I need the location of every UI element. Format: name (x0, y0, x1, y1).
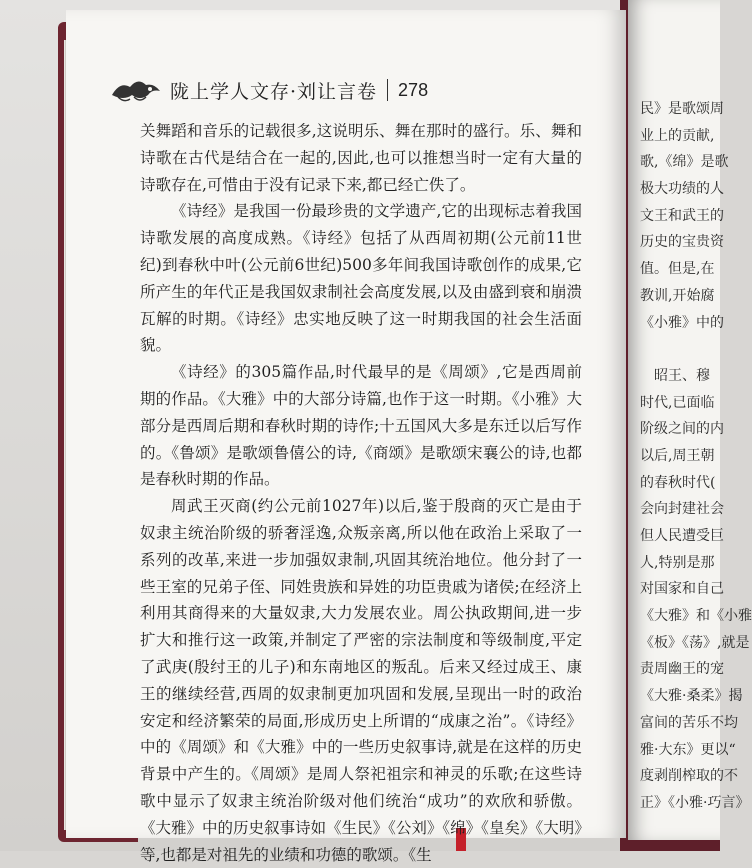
text-line: 阶级之间的内 (640, 421, 724, 438)
text-line: 值。但是,在 (640, 261, 715, 278)
text-line: 时代,已面临 (640, 394, 715, 411)
text-line: 民》是歌颂周 (640, 101, 724, 117)
book-title: 陇上学人文存·刘让言卷 (170, 80, 378, 103)
page-number: 278 (398, 79, 429, 100)
right-page-text (640, 96, 752, 817)
paragraph: 周武王灭商(约公元前1027年)以后,鉴于殷商的灭亡是由于奴隶主统治阶级的骄奢淫逸,众叛亲离,所以他在政治上采取了一系列的改革,来进一步加强奴隶制,巩固其统治地位。他分封了一些王室的兄弟子侄、同姓贵族和异姓的功臣贵戚为诸侯;在经济上利用其商得来的大量奴隶,大力发展农业。周公执政期间,进一步扩大和推行这一政策,并制定了严密的宗法制度和等级制度,平定了武庚(殷纣王的儿子)和东南地区的叛乱。后来又经过成王、康王的继续经营,西周的奴隶制更加巩固和发展,呈现出一时的政治安定和经济繁荣的局面,形成历史上所谓的“成康之治”。《诗经》中的《周颂》和《大雅》中的一些历史叙事诗,就是在这样的历史背景中产生的。《周颂》是周人祭祀祖宗和神灵的乐歌;在这些诗歌中显示了奴隶主统治阶级对他们统治“成功”的欢欣和骄傲。《大雅》中的历史叙事诗如《生民》《公刘》《绵》《皇矣》《大明》等,也都是对祖先的业绩和功德的歌颂。《生 (140, 497, 582, 864)
dragon-emblem-icon (110, 75, 162, 105)
text-line: 雅·大东》更以“ (640, 741, 736, 758)
text-line: 歌,《绵》是歌 (640, 154, 729, 171)
text-line: 《小雅》中的 (640, 314, 724, 331)
text-line: 极大功绩的人 (640, 181, 724, 198)
text-line: 《板》《荡》,就是 (640, 634, 750, 651)
text-line: 以后,周王朝 (640, 447, 715, 464)
text-line: 《大雅·桑柔》揭 (640, 688, 743, 705)
text-line: 昭王、穆 (654, 367, 710, 384)
text-line: 富间的苦乐不均 (640, 714, 738, 731)
text-line: 《大雅》和《小雅 (640, 608, 752, 625)
text-line: 教训,开始腐 (640, 287, 715, 304)
text-line: 对国家和自己 (640, 581, 724, 598)
text-line: 责周幽王的宠 (640, 661, 724, 678)
text-line: 业上的贡献, (640, 127, 715, 144)
text-line: 正》《小雅·巧言》 (640, 794, 750, 811)
running-header (110, 72, 428, 108)
text-line: 文王和武王的 (640, 207, 724, 224)
text-line: 但人民遭受巨 (640, 528, 724, 544)
text-line: 的春秋时代( (640, 474, 716, 491)
text-line: 度剥削榨取的不 (640, 768, 738, 785)
paragraph: 《诗经》的305篇作品,时代最早的是《周颂》,它是西周前期的作品。《大雅》中的大部分诗篇,也作于这一时期。《小雅》大部分是西周后期和春秋时期的诗作;十五国风大多是东迁以后写作的。《鲁颂》是歌颂鲁僖公的诗,《商颂》是歌颂宋襄公的诗,也都是春秋时期的作品。 (140, 363, 582, 489)
text-line: 人,特别是那 (640, 554, 715, 571)
text-line: 会向封建社会 (640, 501, 724, 518)
header-divider (387, 79, 388, 101)
text-line (640, 336, 730, 363)
text-line: 历史的宝贵资 (640, 234, 724, 251)
paragraph: 关舞蹈和音乐的记载很多,这说明乐、舞在那时的盛行。乐、舞和诗歌在古代是结合在一起的,因此,也可以推想当时一定有大量的诗歌存在,可惜由于没有记录下来,都已经亡佚了。 (140, 122, 582, 194)
paragraph: 《诗经》是我国一份最珍贵的文学遗产,它的出现标志着我国诗歌发展的高度成熟。《诗经》包括了从西周初期(公元前11世纪)到春秋中叶(公元前6世纪)500多年间我国诗歌创作的成果,它所产生的年代正是我国奴隶制社会高度发展,以及由盛到衰和崩溃瓦解的时期。《诗经》忠实地反映了这一时期我国的社会生活面貌。 (140, 202, 582, 355)
main-text (140, 118, 582, 868)
